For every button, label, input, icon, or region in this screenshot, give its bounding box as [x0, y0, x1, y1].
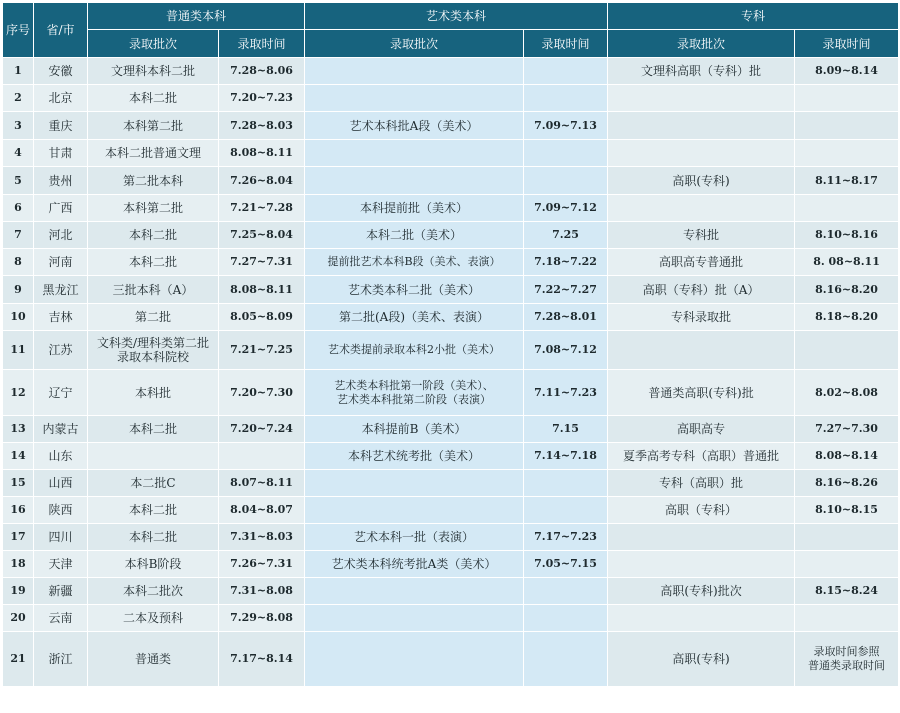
junior-batch-cell: [608, 331, 795, 370]
regular-time-cell: 7.31~8.03: [219, 524, 305, 551]
junior-batch-cell: 高职(专科)批次: [608, 578, 795, 605]
art-batch-cell: [305, 167, 524, 195]
junior-batch-cell: 专科批: [608, 222, 795, 249]
art-time-cell: [524, 632, 608, 687]
regular-batch-cell: 三批本科（A）: [88, 276, 219, 304]
art-time-cell: [524, 85, 608, 112]
regular-time-cell: 7.28~8.06: [219, 58, 305, 85]
table-row: [3, 370, 899, 416]
art-batch-cell: 本科提前批（美术）: [305, 195, 524, 222]
province-cell: 内蒙古: [34, 416, 88, 443]
junior-time-cell: 8.18~8.20: [795, 304, 899, 331]
province-cell: 安徽: [34, 58, 88, 85]
regular-time-cell: 7.20~7.30: [219, 370, 305, 416]
table-row: [3, 497, 899, 524]
art-time-cell: 7.09~7.13: [524, 112, 608, 140]
seq-cell: 10: [3, 304, 34, 331]
regular-time-cell: 7.21~7.25: [219, 331, 305, 370]
junior-batch-cell: [608, 605, 795, 632]
art-batch-cell: 提前批艺术本科B段（美术、表演）: [305, 249, 524, 276]
junior-time-cell: 8.08~8.14: [795, 443, 899, 470]
table-row: [3, 416, 899, 443]
art-time-cell: 7.08~7.12: [524, 331, 608, 370]
seq-cell: 18: [3, 551, 34, 578]
header-art-batch: 录取批次: [305, 30, 524, 58]
junior-time-cell: 8. 08~8.11: [795, 249, 899, 276]
junior-batch-cell: [608, 524, 795, 551]
art-batch-cell: 本科二批（美术）: [305, 222, 524, 249]
junior-batch-cell: [608, 551, 795, 578]
regular-batch-cell: 本科二批: [88, 497, 219, 524]
seq-cell: 20: [3, 605, 34, 632]
seq-cell: 8: [3, 249, 34, 276]
junior-time-cell: 8.10~8.15: [795, 497, 899, 524]
art-batch-cell: 本科艺术统考批（美术）: [305, 443, 524, 470]
junior-time-cell: [795, 551, 899, 578]
table-row: [3, 222, 899, 249]
junior-batch-cell: 专科录取批: [608, 304, 795, 331]
art-batch-cell: 艺术类本科二批（美术）: [305, 276, 524, 304]
junior-time-cell: 7.27~7.30: [795, 416, 899, 443]
admission-schedule-table: [2, 2, 899, 687]
regular-batch-cell: 本科二批次: [88, 578, 219, 605]
art-time-cell: 7.15: [524, 416, 608, 443]
regular-batch-cell: 本科二批: [88, 249, 219, 276]
header-province: 省/市: [34, 3, 88, 58]
table-row: [3, 140, 899, 167]
header-junior-time: 录取时间: [795, 30, 899, 58]
regular-batch-cell: 本科B阶段: [88, 551, 219, 578]
table-row: [3, 605, 899, 632]
seq-cell: 5: [3, 167, 34, 195]
province-cell: 浙江: [34, 632, 88, 687]
seq-cell: 2: [3, 85, 34, 112]
junior-batch-cell: 高职（专科）批（A）: [608, 276, 795, 304]
art-time-cell: [524, 497, 608, 524]
regular-time-cell: 7.17~8.14: [219, 632, 305, 687]
table-row: [3, 195, 899, 222]
regular-batch-cell: 文科类/理科类第二批 录取本科院校: [88, 331, 219, 370]
province-cell: 四川: [34, 524, 88, 551]
junior-batch-cell: [608, 112, 795, 140]
art-batch-cell: 第二批(A段)（美术、表演）: [305, 304, 524, 331]
province-cell: 甘肃: [34, 140, 88, 167]
table-row: [3, 276, 899, 304]
junior-time-cell: [795, 195, 899, 222]
junior-batch-cell: 高职高专普通批: [608, 249, 795, 276]
seq-cell: 17: [3, 524, 34, 551]
province-cell: 山西: [34, 470, 88, 497]
province-cell: 贵州: [34, 167, 88, 195]
seq-cell: 12: [3, 370, 34, 416]
junior-time-cell: 录取时间参照 普通类录取时间: [795, 632, 899, 687]
table-row: [3, 167, 899, 195]
regular-time-cell: 7.28~8.03: [219, 112, 305, 140]
table-row: [3, 551, 899, 578]
seq-cell: 4: [3, 140, 34, 167]
table-row: [3, 632, 899, 687]
table-row: [3, 249, 899, 276]
junior-time-cell: 8.10~8.16: [795, 222, 899, 249]
art-batch-cell: [305, 632, 524, 687]
province-cell: 北京: [34, 85, 88, 112]
header-junior-batch: 录取批次: [608, 30, 795, 58]
seq-cell: 16: [3, 497, 34, 524]
art-batch-cell: [305, 58, 524, 85]
art-time-cell: [524, 167, 608, 195]
junior-batch-cell: 普通类高职(专科)批: [608, 370, 795, 416]
province-cell: 吉林: [34, 304, 88, 331]
junior-time-cell: [795, 140, 899, 167]
regular-batch-cell: 本科第二批: [88, 112, 219, 140]
junior-time-cell: 8.16~8.26: [795, 470, 899, 497]
regular-time-cell: 8.08~8.11: [219, 276, 305, 304]
junior-time-cell: 8.15~8.24: [795, 578, 899, 605]
seq-cell: 19: [3, 578, 34, 605]
regular-time-cell: 7.20~7.23: [219, 85, 305, 112]
regular-time-cell: 7.21~7.28: [219, 195, 305, 222]
table-row: [3, 304, 899, 331]
art-time-cell: 7.09~7.12: [524, 195, 608, 222]
seq-cell: 15: [3, 470, 34, 497]
regular-batch-cell: 本科批: [88, 370, 219, 416]
art-batch-cell: [305, 470, 524, 497]
seq-cell: 6: [3, 195, 34, 222]
table-row: [3, 443, 899, 470]
province-cell: 河北: [34, 222, 88, 249]
art-batch-cell: [305, 85, 524, 112]
art-time-cell: [524, 605, 608, 632]
art-batch-cell: 艺术类提前录取本科2小批（美术）: [305, 331, 524, 370]
header-regular-batch: 录取批次: [88, 30, 219, 58]
province-cell: 陕西: [34, 497, 88, 524]
province-cell: 河南: [34, 249, 88, 276]
regular-batch-cell: 二本及预科: [88, 605, 219, 632]
junior-batch-cell: 高职（专科）: [608, 497, 795, 524]
regular-time-cell: 7.26~8.04: [219, 167, 305, 195]
regular-batch-cell: 普通类: [88, 632, 219, 687]
regular-batch-cell: 本科二批: [88, 524, 219, 551]
art-time-cell: [524, 578, 608, 605]
junior-time-cell: [795, 605, 899, 632]
regular-time-cell: [219, 443, 305, 470]
art-batch-cell: [305, 605, 524, 632]
junior-batch-cell: 高职(专科): [608, 632, 795, 687]
junior-time-cell: 8.02~8.08: [795, 370, 899, 416]
regular-batch-cell: 本科二批普通文理: [88, 140, 219, 167]
regular-batch-cell: 本科二批: [88, 416, 219, 443]
art-time-cell: 7.28~8.01: [524, 304, 608, 331]
header-art-time: 录取时间: [524, 30, 608, 58]
junior-time-cell: [795, 112, 899, 140]
art-time-cell: [524, 470, 608, 497]
art-time-cell: 7.11~7.23: [524, 370, 608, 416]
seq-cell: 11: [3, 331, 34, 370]
header-group-regular: 普通类本科: [88, 3, 305, 30]
province-cell: 江苏: [34, 331, 88, 370]
junior-batch-cell: 高职高专: [608, 416, 795, 443]
table-row: [3, 58, 899, 85]
regular-batch-cell: 本科二批: [88, 85, 219, 112]
junior-time-cell: [795, 85, 899, 112]
art-time-cell: 7.17~7.23: [524, 524, 608, 551]
table-row: [3, 85, 899, 112]
regular-time-cell: 7.25~8.04: [219, 222, 305, 249]
seq-cell: 3: [3, 112, 34, 140]
junior-time-cell: [795, 524, 899, 551]
regular-time-cell: 8.07~8.11: [219, 470, 305, 497]
art-time-cell: 7.05~7.15: [524, 551, 608, 578]
seq-cell: 21: [3, 632, 34, 687]
table-header: [3, 3, 899, 58]
regular-batch-cell: 文理科本科二批: [88, 58, 219, 85]
province-cell: 黑龙江: [34, 276, 88, 304]
junior-batch-cell: 文理科高职（专科）批: [608, 58, 795, 85]
province-cell: 辽宁: [34, 370, 88, 416]
regular-batch-cell: 本二批C: [88, 470, 219, 497]
seq-cell: 7: [3, 222, 34, 249]
junior-time-cell: 8.16~8.20: [795, 276, 899, 304]
art-batch-cell: [305, 578, 524, 605]
junior-batch-cell: [608, 140, 795, 167]
table-row: [3, 470, 899, 497]
regular-time-cell: 7.29~8.08: [219, 605, 305, 632]
junior-batch-cell: [608, 85, 795, 112]
regular-batch-cell: [88, 443, 219, 470]
art-batch-cell: 艺术类本科统考批A类（美术）: [305, 551, 524, 578]
province-cell: 新疆: [34, 578, 88, 605]
junior-time-cell: [795, 331, 899, 370]
art-batch-cell: [305, 497, 524, 524]
province-cell: 重庆: [34, 112, 88, 140]
art-batch-cell: 本科提前B（美术）: [305, 416, 524, 443]
province-cell: 天津: [34, 551, 88, 578]
header-seq: 序号: [3, 3, 34, 58]
seq-cell: 14: [3, 443, 34, 470]
art-time-cell: [524, 58, 608, 85]
junior-batch-cell: 专科（高职）批: [608, 470, 795, 497]
table-row: [3, 578, 899, 605]
regular-time-cell: 7.26~7.31: [219, 551, 305, 578]
header-group-art: 艺术类本科: [305, 3, 608, 30]
province-cell: 山东: [34, 443, 88, 470]
art-time-cell: [524, 140, 608, 167]
regular-batch-cell: 本科二批: [88, 222, 219, 249]
junior-time-cell: 8.09~8.14: [795, 58, 899, 85]
art-time-cell: 7.18~7.22: [524, 249, 608, 276]
art-batch-cell: 艺术类本科批第一阶段（美术）、 艺术类本科批第二阶段（表演）: [305, 370, 524, 416]
header-regular-time: 录取时间: [219, 30, 305, 58]
table-row: [3, 112, 899, 140]
regular-time-cell: 7.31~8.08: [219, 578, 305, 605]
regular-time-cell: 8.04~8.07: [219, 497, 305, 524]
art-time-cell: 7.14~7.18: [524, 443, 608, 470]
junior-time-cell: 8.11~8.17: [795, 167, 899, 195]
art-batch-cell: 艺术本科一批（表演）: [305, 524, 524, 551]
seq-cell: 9: [3, 276, 34, 304]
header-group-junior: 专科: [608, 3, 899, 30]
table-row: [3, 331, 899, 370]
table-body: [3, 58, 899, 687]
regular-time-cell: 8.08~8.11: [219, 140, 305, 167]
province-cell: 云南: [34, 605, 88, 632]
art-batch-cell: 艺术本科批A段（美术）: [305, 112, 524, 140]
art-time-cell: 7.25: [524, 222, 608, 249]
seq-cell: 13: [3, 416, 34, 443]
seq-cell: 1: [3, 58, 34, 85]
junior-batch-cell: 高职(专科): [608, 167, 795, 195]
art-batch-cell: [305, 140, 524, 167]
regular-batch-cell: 本科第二批: [88, 195, 219, 222]
table-row: [3, 524, 899, 551]
junior-batch-cell: [608, 195, 795, 222]
regular-time-cell: 8.05~8.09: [219, 304, 305, 331]
regular-time-cell: 7.27~7.31: [219, 249, 305, 276]
province-cell: 广西: [34, 195, 88, 222]
regular-batch-cell: 第二批本科: [88, 167, 219, 195]
admission-table-container: [2, 2, 899, 687]
regular-batch-cell: 第二批: [88, 304, 219, 331]
junior-batch-cell: 夏季高考专科（高职）普通批: [608, 443, 795, 470]
regular-time-cell: 7.20~7.24: [219, 416, 305, 443]
art-time-cell: 7.22~7.27: [524, 276, 608, 304]
